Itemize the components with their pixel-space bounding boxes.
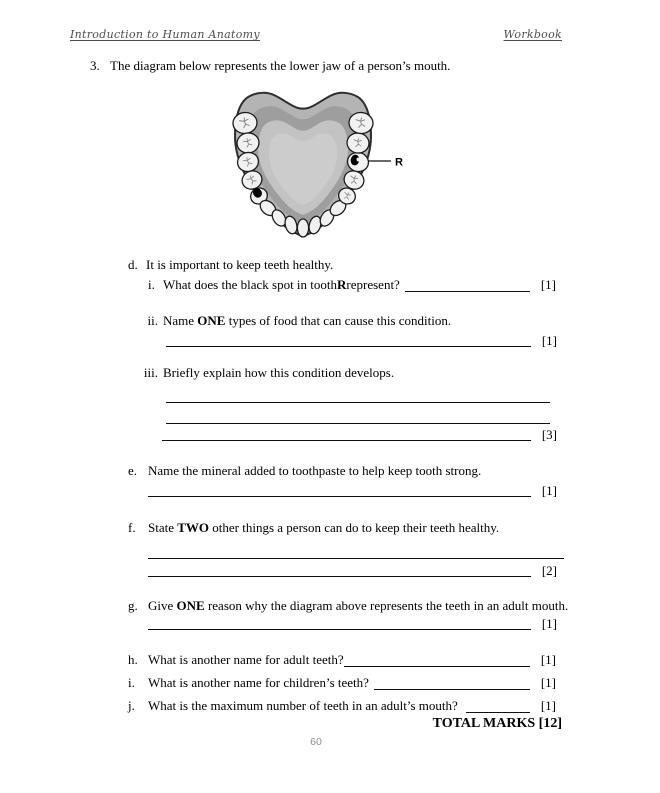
answer-line [405,277,530,292]
mark-label: [3] [541,427,557,442]
question-i [128,676,556,690]
item-text-pre: State [148,520,178,535]
question-number: 3. [90,58,100,73]
item-text-pre: Name [163,313,198,328]
page-number: 60 [310,736,322,748]
question-g [128,598,573,614]
question-3 [90,58,560,74]
item-label: iii. [143,365,158,380]
mark-label: [1] [540,675,556,690]
answer-row-e [148,484,557,497]
question-text: The diagram below represents the lower jaw of a person’s mouth. [110,58,451,73]
question-d-iii [128,365,558,381]
item-label: g. [128,598,138,613]
item-label: i. [128,675,135,690]
question-e [128,463,568,479]
r-label: R [395,156,403,169]
answer-line [148,563,531,577]
item-text-bold: TWO [177,520,210,535]
item-text-pre: What does the black spot in tooth [163,277,338,292]
answer-row-g [148,617,557,630]
item-label: i. [148,277,155,292]
item-text-bold: ONE [176,598,205,613]
jaw-diagram [228,90,413,242]
answer-line [162,427,531,441]
question-h [128,653,556,667]
answer-line [148,616,531,630]
item-text: What is another name for adult teeth? [148,652,344,667]
header-right-title: Workbook [503,28,562,41]
mark-label: [1] [540,277,556,292]
item-text: Briefly explain how this condition develops. [163,365,395,380]
item-text-post: reason why the diagram above represents the teeth in an adult mouth. [204,598,569,613]
item-label: ii. [147,313,158,328]
mark-label: [1] [541,483,557,498]
answer-row-f [148,564,557,577]
tooth [297,219,308,237]
mark-label: [1] [540,698,556,713]
item-text: It is important to keep teeth healthy. [146,257,334,272]
answer-line [374,675,530,690]
item-text-bold: ONE [197,313,226,328]
item-label: d. [128,257,138,272]
mark-label: [2] [541,563,557,578]
item-text: What is another name for children’s teeth? [148,675,369,690]
question-d-ii [128,313,558,329]
header-left-title: Introduction to Human Anatomy [70,28,260,41]
answer-line [166,410,550,424]
item-label: e. [128,463,138,478]
question-d-i [148,278,556,292]
item-text-pre: Give [148,598,177,613]
item-text-post: types of food that can cause this condition. [225,313,452,328]
question-j [128,699,556,713]
mark-label: [1] [540,652,556,667]
mark-label: [1] [541,616,557,631]
item-text-post: other things a person can do to keep their teeth healthy. [209,520,500,535]
item-text-bold: R [337,277,347,292]
answer-line [466,698,530,713]
question-d [128,257,558,273]
item-text-post: represent? [346,277,400,292]
answer-line [166,389,550,403]
total-marks: TOTAL MARKS [12] [432,716,562,731]
answer-row-d-ii [166,334,557,347]
answer-row-d-iii [162,428,557,441]
cavity-notch [357,158,361,162]
answer-line [148,545,564,559]
answer-line [148,483,531,497]
answer-line [344,652,530,667]
item-text: What is the maximum number of teeth in an adult’s mouth? [148,698,458,713]
question-f [128,520,568,536]
item-label: j. [128,698,135,713]
answer-line [166,333,531,347]
item-text: Name the mineral added to toothpaste to help keep tooth strong. [148,463,482,478]
mark-label: [1] [541,333,557,348]
item-label: f. [128,520,136,535]
item-label: h. [128,652,138,667]
